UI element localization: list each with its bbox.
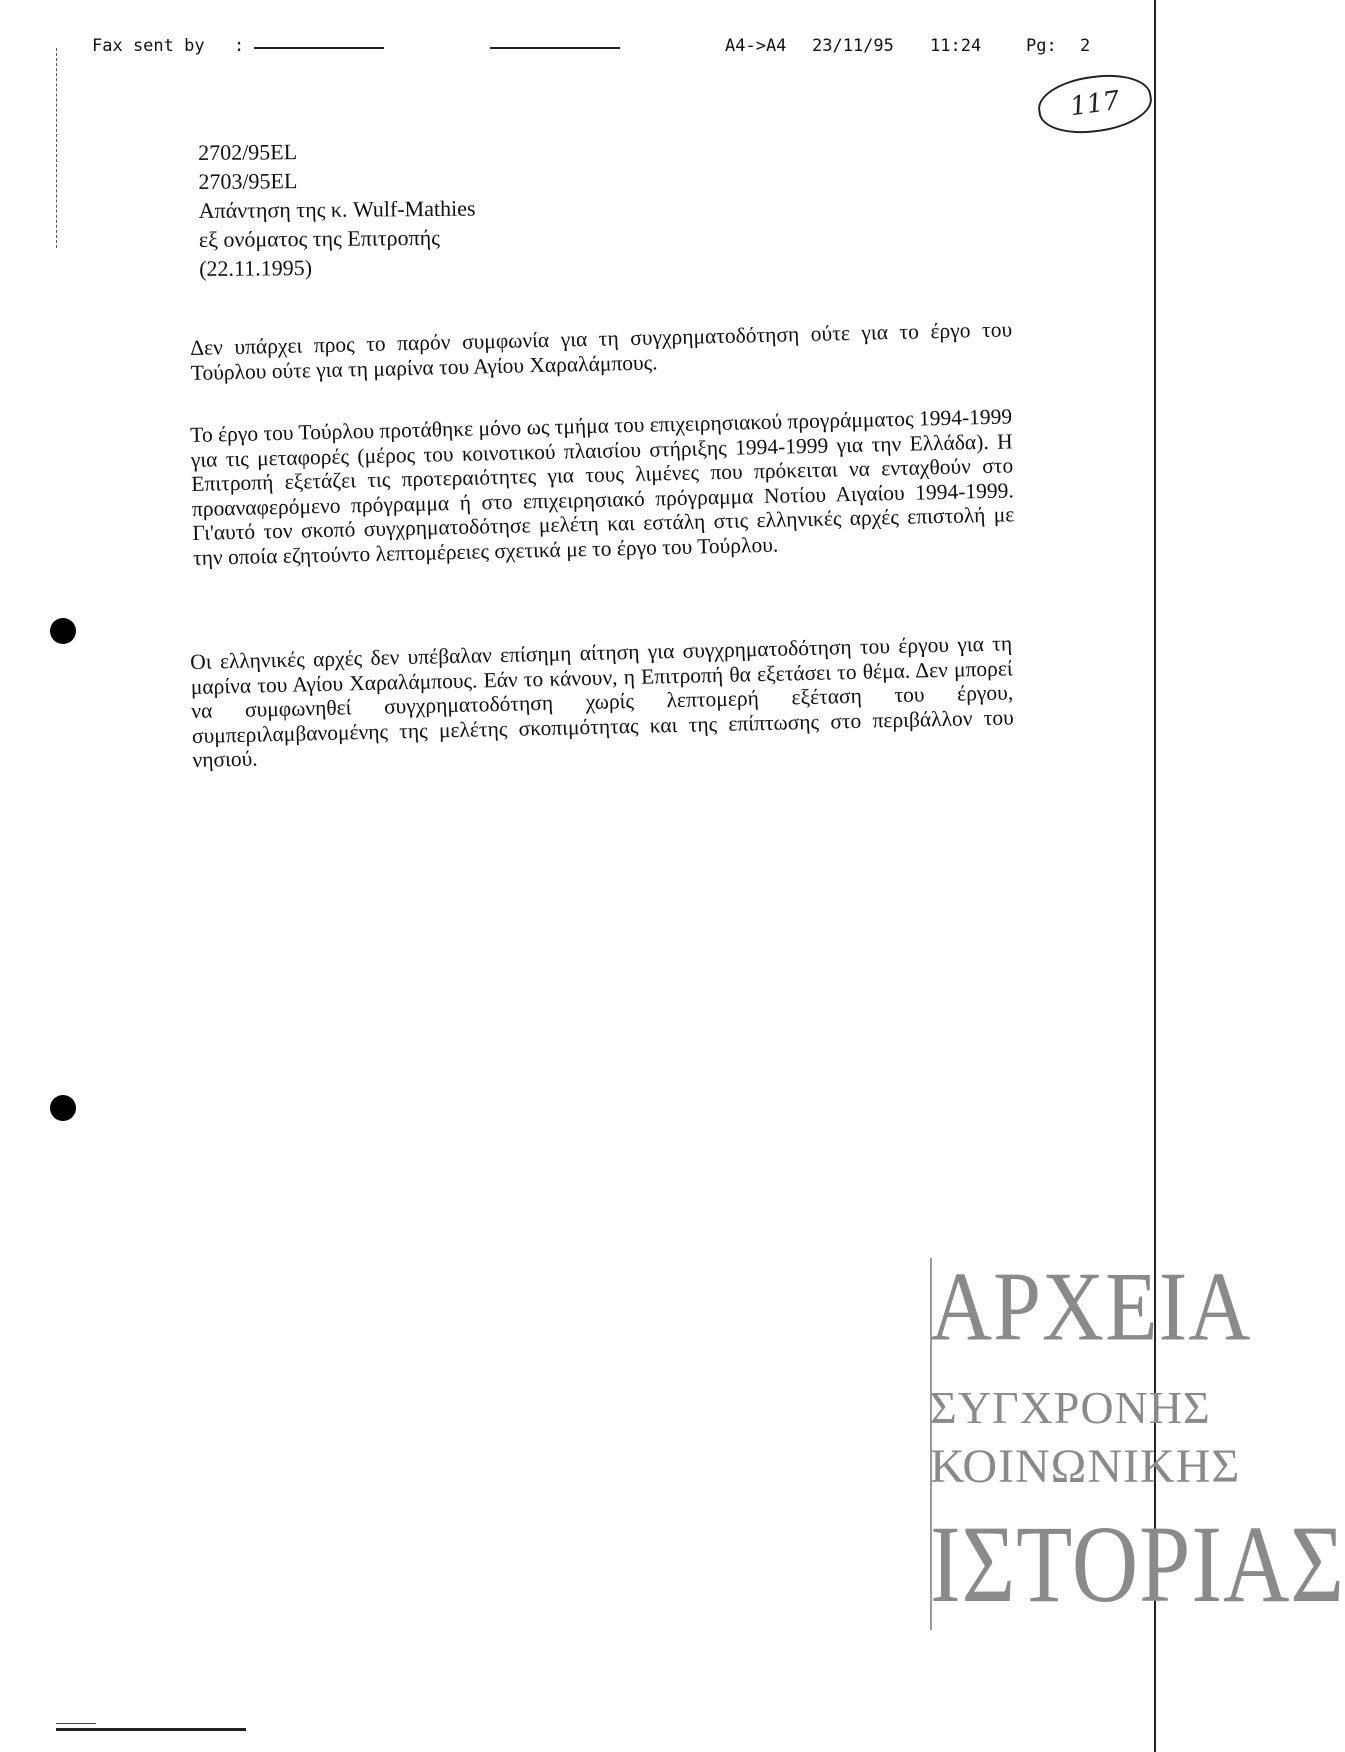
reference-line: Απάντηση της κ. Wulf-Mathies <box>198 195 476 223</box>
fax-header <box>0 36 1241 60</box>
fax-page-number: 2 <box>1080 36 1091 56</box>
bottom-rule <box>56 1728 246 1731</box>
fax-route: A4->A4 <box>725 36 787 56</box>
body-paragraph-3: Οι ελληνικές αρχές δεν υπέβαλαν επίσημη αίτηση για συγχρηματοδότηση του έργου για τη μαρίνα του Αγίου Χαραλάμπους. Εάν το κάνουν, η Επιτροπή θα εξετάσει το θέμα. Δεν μπορεί να συμφωνηθεί συγχρηματοδότηση χωρίς λεπτομερή εξέταση του έργου, συμπεριλαμβανομένης της μελέτης σκοπιμότητας και της επίπτωσης στο περιβάλλον του νησιού. <box>190 631 1015 772</box>
fax-page-label: Pg: <box>1026 36 1057 56</box>
margin-line <box>56 48 57 248</box>
punch-hole-bottom <box>50 1095 76 1121</box>
fax-date: 23/11/95 <box>812 36 894 56</box>
stamp-line: ΙΣΤΟΡΙΑΣ <box>930 1502 1345 1626</box>
fax-sent-by-label: Fax sent by <box>92 36 205 56</box>
fax-blank-field-2 <box>490 47 620 49</box>
stamp-line: ΣΥΓΧΡΟΝΗΣ <box>930 1382 1211 1433</box>
reference-line: 2703/95EL <box>198 168 298 194</box>
punch-hole-top <box>50 618 76 644</box>
reference-line: εξ ονόματος της Επιτροπής <box>198 224 441 252</box>
reference-line: 2702/95EL <box>198 139 298 165</box>
fax-separator: : <box>234 36 245 56</box>
reference-line: (22.11.1995) <box>199 255 313 281</box>
archive-stamp <box>930 1250 1345 1634</box>
stamp-line: ΑΡΧΕΙΑ <box>930 1250 1252 1362</box>
body-paragraph-2: Το έργο του Τούρλου προτάθηκε μόνο ως τμήμα του επιχειρησιακού προγράμματος 1994-1999 για τις μεταφορές (μέρος του κοινοτικού πλαισίου στήριξης 1994-1999 για την Ελλάδα). Η Επιτροπή εξετάζει τις προτεραιότητες για τους λιμένες που πρόκειται να ενταχθούν στο προαναφερόμενο πρόγραμμα ή στο επιχειρησιακό πρόγραμμα Νοτίου Αιγαίου 1994-1999. Γι'αυτό τον σκοπό συγχρηματοδότησε μελέτη και εστάλη στις ελληνικές αρχές επιστολή με την οποία εζητούντο λεπτομέρειες σχετικά με το έργο του Τούρλου. <box>190 404 1015 570</box>
reference-block <box>198 134 619 283</box>
body-paragraph-1: Δεν υπάρχει προς το παρόν συμφωνία για τη συγχρηματοδότηση ούτε για το έργο του Τούρλου ούτε για τη μαρίνα του Αγίου Χαραλάμπους. <box>190 317 1013 385</box>
fax-blank-field-1 <box>254 47 384 49</box>
fax-time: 11:24 <box>930 36 982 56</box>
handwritten-page-mark <box>1035 68 1156 139</box>
stamp-line: ΚΟΙΝΩΝΙΚΗΣ <box>930 1440 1241 1493</box>
bottom-rule-short <box>56 1723 96 1724</box>
handwritten-mark-text: 117 <box>1068 85 1122 123</box>
